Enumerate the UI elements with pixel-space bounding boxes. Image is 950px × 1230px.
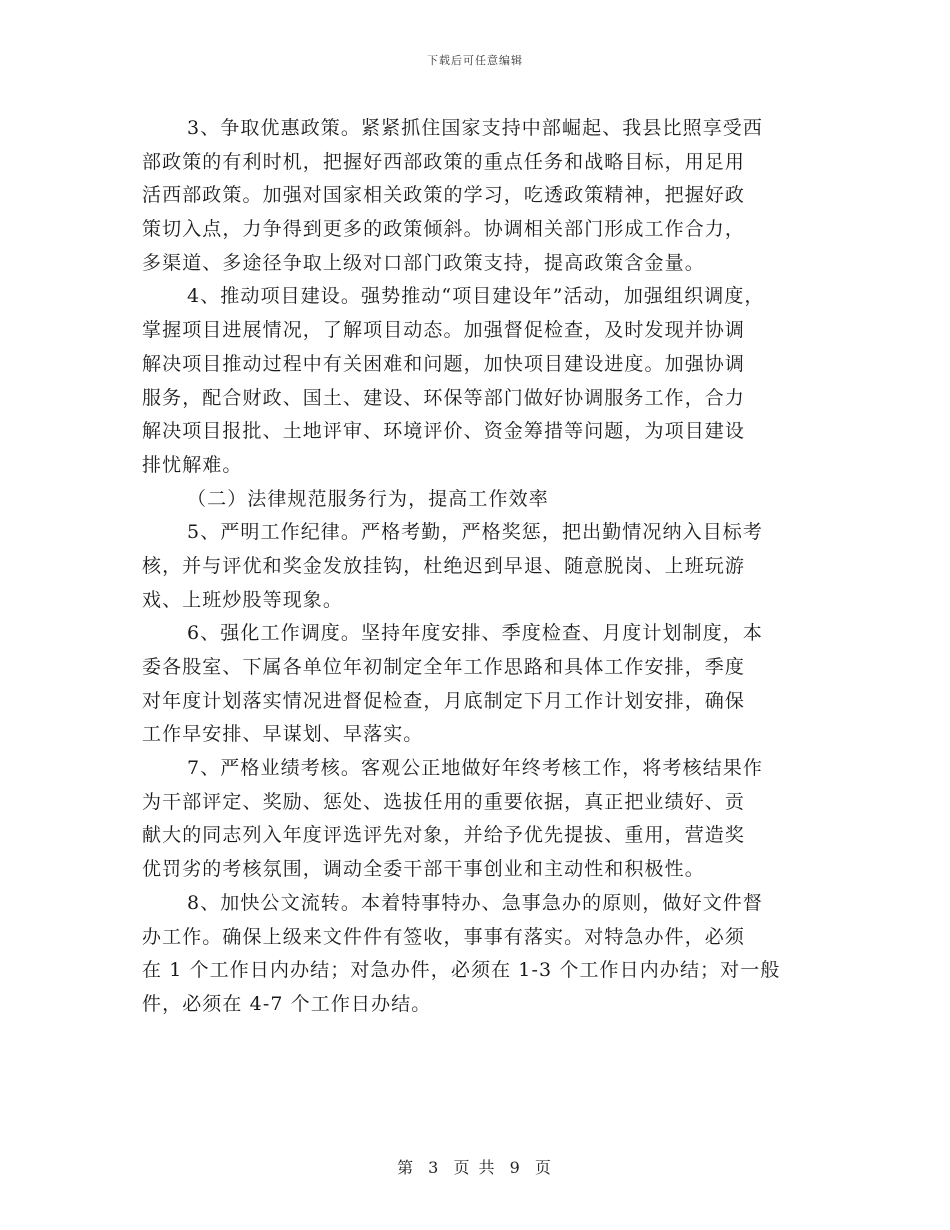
paragraph-line: 部政策的有利时机，把握好西部政策的重点任务和战略目标，用足用	[142, 150, 746, 173]
footer-suffix: 页	[534, 1158, 553, 1177]
footer-prefix: 第	[397, 1158, 416, 1177]
header-note: 下载后可任意编辑	[427, 54, 523, 67]
current-page-number: 3	[428, 1158, 441, 1177]
footer-middle: 页 共	[453, 1158, 497, 1177]
paragraph-line: 献大的同志列入年度评选评先对象，并给予优先提拔、重用，营造奖	[142, 824, 746, 847]
paragraph-line: 为干部评定、奖励、惩处、选拔任用的重要依据，真正把业绩好、贡	[142, 790, 746, 813]
paragraph-line: 工作早安排、早谋划、早落实。	[142, 723, 424, 746]
paragraph-line: 8、加快公文流转。本着特事特办、急事急办的原则，做好文件督	[187, 891, 763, 914]
section-heading: （二）法律规范服务行为，提高工作效率	[187, 487, 549, 510]
paragraph-line: 解决项目报批、土地评审、环境评价、资金筹措等问题，为项目建设	[142, 420, 746, 443]
paragraph-line: 4、推动项目建设。强势推动“项目建设年”活动，加强组织调度，	[187, 285, 765, 308]
paragraph-line: 服务，配合财政、国土、建设、环保等部门做好协调服务工作，合力	[142, 386, 746, 409]
paragraph-line: 委各股室、下属各单位年初制定全年工作思路和具体工作安排，季度	[142, 656, 746, 678]
paragraph-line: 掌握项目进展情况，了解项目动态。加强督促检查，及时发现并协调	[142, 319, 746, 342]
paragraph-line: 戏、上班炒股等现象。	[142, 588, 344, 611]
document-body	[142, 112, 818, 1022]
paragraph-line: 排忧解难。	[142, 453, 243, 476]
paragraph-line: 3、争取优惠政策。紧紧抓住国家支持中部崛起、我县比照享受西	[187, 117, 763, 139]
paragraph-line: 优罚劣的考核氛围，调动全委干部干事创业和主动性和积极性。	[142, 858, 705, 881]
paragraph-line: 策切入点，力争得到更多的政策倾斜。协调相关部门形成工作合力，	[142, 218, 746, 241]
paragraph-line: 对年度计划落实情况进督促检查，月底制定下月工作计划安排，确保	[142, 689, 746, 712]
paragraph-line: 解决项目推动过程中有关困难和问题，加快项目建设进度。加强协调	[142, 352, 746, 375]
paragraph-line: 活西部政策。加强对国家相关政策的学习，吃透政策精神，把握好政	[142, 184, 746, 207]
page-footer	[0, 1155, 950, 1178]
total-page-number: 9	[509, 1158, 522, 1177]
paragraph-line: 件，必须在 4-7 个工作日办结。	[142, 992, 432, 1015]
paragraph-line: 在 1 个工作日内办结；对急办件，必须在 1-3 个工作日内办结；对一般	[142, 959, 781, 982]
paragraph-line: 5、严明工作纪律。严格考勤，严格奖惩，把出勤情况纳入目标考	[187, 521, 763, 544]
paragraph-line: 办工作。确保上级来文件件有签收，事事有落实。对特急办件，必须	[142, 925, 746, 948]
paragraph-line: 多渠道、多途径争取上级对口部门政策支持，提高政策含金量。	[142, 251, 705, 274]
paragraph-line: 6、强化工作调度。坚持年度安排、季度检查、月度计划制度，本	[187, 622, 763, 645]
paragraph-line: 7、严格业绩考核。客观公正地做好年终考核工作，将考核结果作	[187, 757, 763, 780]
paragraph-line: 核，并与评优和奖金发放挂钩，杜绝迟到早退、随意脱岗、上班玩游	[142, 554, 746, 577]
